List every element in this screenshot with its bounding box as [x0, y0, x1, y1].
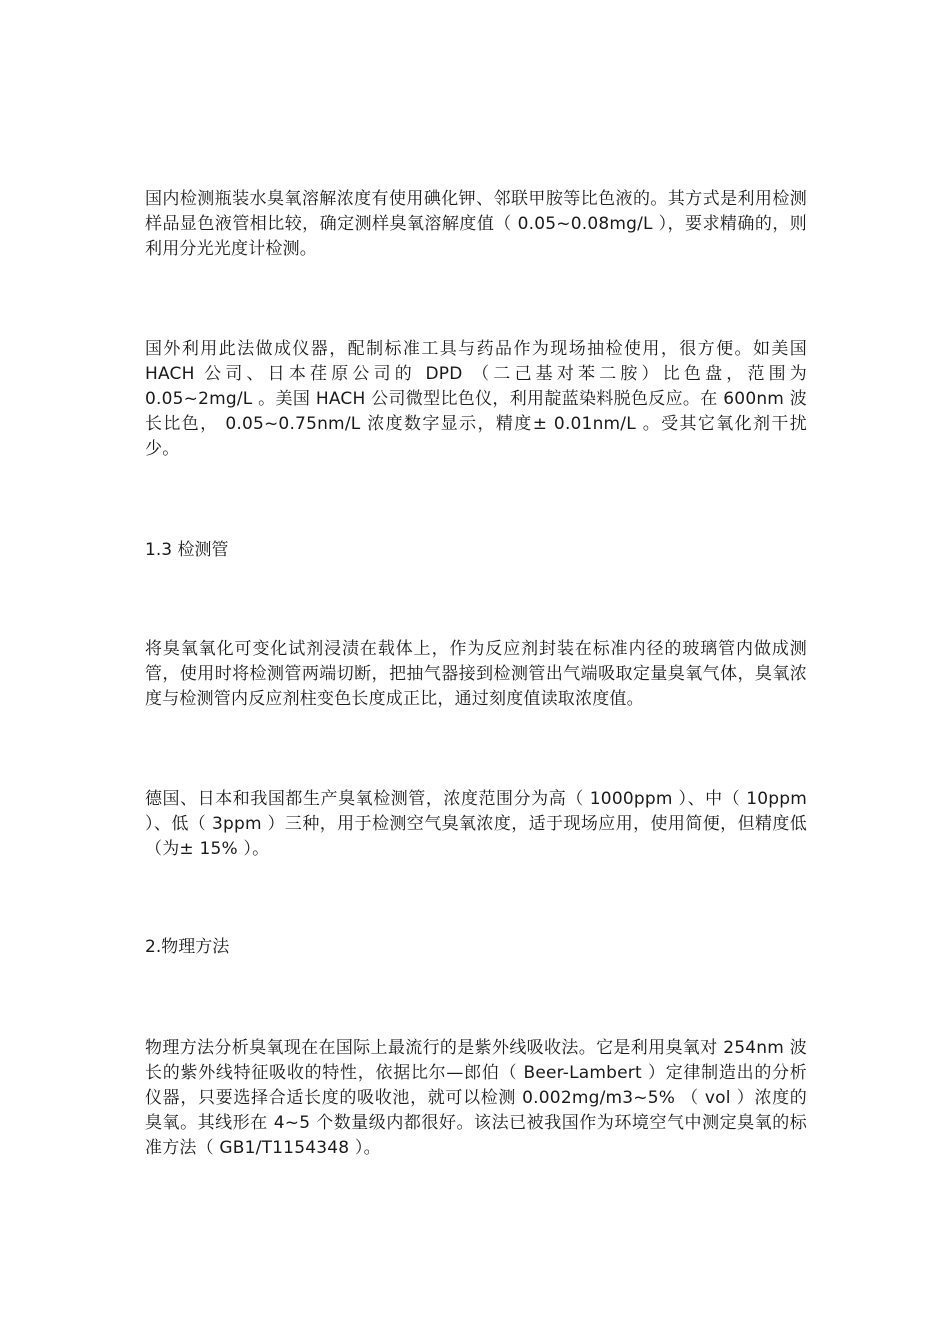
paragraph-colorimetric-domestic: 国内检测瓶装水臭氧溶解浓度有使用碘化钾、邻联甲胺等比色液的。其方式是利用检测样品显色液管相比较，确定测样臭氧溶解度值（ 0.05~0.08mg/L ），要求精确的，则利用分光光度计检测。: [145, 189, 807, 259]
paragraph-detection-tube-method: 将臭氧氧化可变化试剂浸渍在载体上，作为反应剂封装在标准内径的玻璃管内做成测管，使用时将检测管两端切断，把抽气器接到检测管出气端吸取定量臭氧气体，臭氧浓度与检测管内反应剂柱变色长度成正比，通过刻度值读取浓度值。: [145, 639, 807, 709]
paragraph-uv-absorption: 物理方法分析臭氧现在在国际上最流行的是紫外线吸收法。它是利用臭氧对 254nm 波长的紫外线特征吸收的特性，依据比尔—郎伯（ Beer-Lambert ）定律制造出的分析仪器，只要选择合适长度的吸收池，就可以检测 0.002mg/m3~5% （ vol ）浓度的臭氧。其线形在 4~5 个数量级内都很好。该法已被我国作为环境空气中测定臭氧的标准方法（ GB1/T1154348 ）。: [145, 1038, 807, 1158]
paragraph-colorimetric-foreign: 国外利用此法做成仪器，配制标准工具与药品作为现场抽检使用，很方便。如美国 HACH 公司、日本荏原公司的 DPD （二己基对苯二胺）比色盘，范围为 0.05~2mg/L 。美国 HACH 公司微型比色仪，利用靛蓝染料脱色反应。在 600nm 波长比色， 0.05~0.75nm/L 浓度数字显示，精度± 0.01nm/L 。受其它氧化剂干扰少。: [145, 339, 807, 459]
section-heading-physical-method: 2.物理方法: [145, 937, 230, 957]
paragraph-detection-tube-ranges: 德国、日本和我国都生产臭氧检测管，浓度范围分为高（ 1000ppm ）、中（ 10ppm ）、低（ 3ppm ）三种，用于检测空气臭氧浓度，适于现场应用，使用简便，但精度低（为± 15% ）。: [145, 789, 807, 859]
section-heading-detection-tube: 1.3 检测管: [145, 540, 229, 560]
